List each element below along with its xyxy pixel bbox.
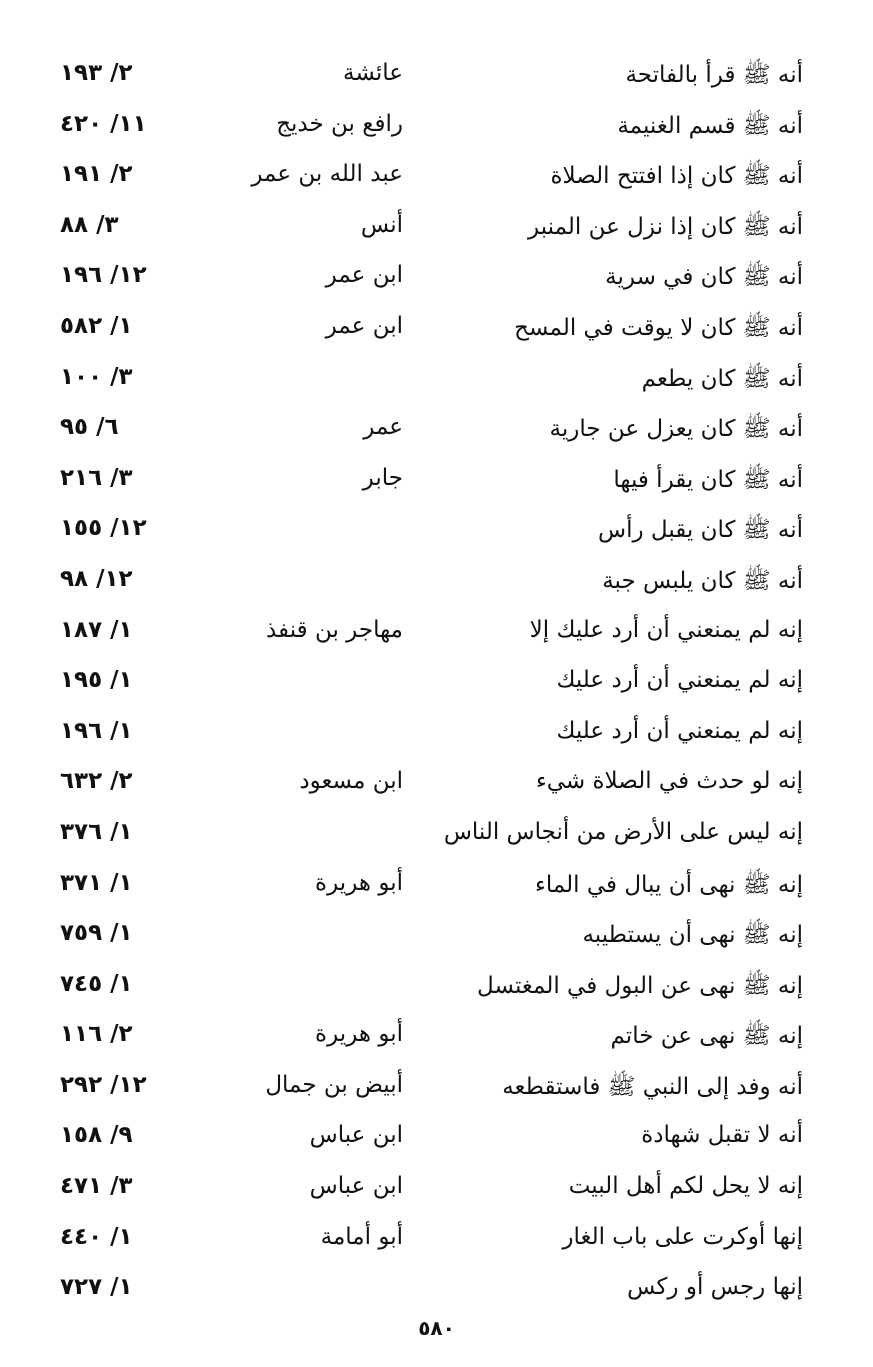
hadith-phrase: إنها رجس أو ركس: [627, 1274, 803, 1301]
narrator-name: عبد الله بن عمر: [251, 161, 403, 188]
hadith-phrase: إنه ﷺ نهى عن البول في المغتسل: [477, 972, 803, 999]
volume-page-reference: ١/ ٣٧١: [60, 869, 133, 896]
index-entry: [0, 862, 873, 913]
index-entry: [0, 204, 873, 255]
volume-page-reference: ١١/ ٤٢٠: [60, 110, 147, 137]
volume-page-reference: ٢/ ٦٣٢: [60, 768, 133, 795]
volume-page-reference: ١/ ١٨٧: [60, 616, 133, 643]
index-entry: [0, 1165, 873, 1216]
volume-page-reference: ١٢/ ١٥٥: [60, 515, 147, 542]
index-entry: [0, 254, 873, 305]
volume-page-reference: ٩/ ١٥٨: [60, 1122, 133, 1149]
hadith-phrase: إنه ﷺ نهى أن يبال في الماء: [535, 871, 803, 898]
index-list: [0, 52, 873, 1317]
volume-page-reference: ١/ ١٩٥: [60, 667, 133, 694]
narrator-name: مهاجر بن قنفذ: [265, 616, 403, 643]
index-entry: [0, 153, 873, 204]
volume-page-reference: ٣/ ٢١٦: [60, 464, 133, 491]
hadith-phrase: إنه لم يمنعني أن أرد عليك: [556, 667, 803, 694]
page-number: ٥٨٠: [418, 1316, 455, 1340]
hadith-phrase: أنه ﷺ كان يلبس جبة: [602, 567, 803, 594]
index-entry: [0, 609, 873, 660]
index-entry: [0, 1266, 873, 1317]
volume-page-reference: ١/ ٤٤٠: [60, 1223, 133, 1250]
hadith-phrase: أنه ﷺ كان يقبل رأس: [598, 517, 803, 544]
index-entry: [0, 1216, 873, 1267]
narrator-name: ابن مسعود: [299, 768, 403, 795]
hadith-phrase: أنه ﷺ كان في سرية: [605, 264, 803, 291]
volume-page-reference: ١/ ١٩٦: [60, 717, 133, 744]
narrator-name: ابن عمر: [325, 262, 403, 289]
volume-page-reference: ٦/ ٩٥: [60, 414, 119, 441]
hadith-phrase: إنها أوكرت على باب الغار: [562, 1223, 803, 1250]
volume-page-reference: ١/ ٧٤٥: [60, 970, 133, 997]
narrator-name: ابن عباس: [309, 1122, 403, 1149]
index-entry: [0, 811, 873, 862]
volume-page-reference: ١/ ٣٧٦: [60, 818, 133, 845]
hadith-phrase: إنه لا يحل لكم أهل البيت: [568, 1173, 803, 1200]
volume-page-reference: ١/ ٧٥٩: [60, 920, 133, 947]
hadith-phrase: أنه ﷺ كان يعزل عن جارية: [549, 416, 803, 443]
index-entry: [0, 356, 873, 407]
narrator-name: جابر: [362, 464, 403, 491]
index-entry: [0, 912, 873, 963]
index-entry: [0, 760, 873, 811]
volume-page-reference: ٢/ ١٩١: [60, 161, 133, 188]
volume-page-reference: ٣/ ١٠٠: [60, 363, 133, 390]
narrator-name: ابن عمر: [325, 312, 403, 339]
hadith-phrase: أنه لا تقبل شهادة: [641, 1122, 803, 1149]
index-entry: [0, 1013, 873, 1064]
volume-page-reference: ٢/ ١١٦: [60, 1021, 133, 1048]
volume-page-reference: ٣/ ٨٨: [60, 211, 119, 238]
narrator-name: عمر: [363, 414, 403, 441]
hadith-phrase: أنه ﷺ كان إذا نزل عن المنبر: [528, 213, 803, 240]
volume-page-reference: ١/ ٧٢٧: [60, 1274, 133, 1301]
narrator-name: أبو هريرة: [315, 869, 403, 896]
hadith-phrase: إنه ليس على الأرض من أنجاس الناس: [443, 818, 803, 845]
index-entry: [0, 659, 873, 710]
index-entry: [0, 1114, 873, 1165]
index-entry: [0, 52, 873, 103]
narrator-name: رافع بن خديج: [276, 110, 403, 137]
volume-page-reference: ١/ ٥٨٢: [60, 312, 133, 339]
index-entry: [0, 507, 873, 558]
hadith-phrase: أنه ﷺ كان يطعم: [641, 365, 803, 392]
index-entry: [0, 1064, 873, 1115]
hadith-phrase: أنه وفد إلى النبي ﷺ فاستقطعه: [502, 1073, 803, 1100]
volume-page-reference: ٣/ ٤٧١: [60, 1173, 133, 1200]
narrator-name: أبو أمامة: [320, 1223, 403, 1250]
volume-page-reference: ١٢/ ١٩٦: [60, 262, 147, 289]
index-entry: [0, 558, 873, 609]
hadith-phrase: إنه لم يمنعني أن أرد عليك إلا: [529, 616, 803, 643]
hadith-phrase: أنه ﷺ كان إذا افتتح الصلاة: [550, 163, 803, 190]
index-entry: [0, 710, 873, 761]
narrator-name: عائشة: [343, 60, 403, 86]
hadith-phrase: إنه لو حدث في الصلاة شيء: [535, 768, 803, 795]
volume-page-reference: ٢/ ١٩٣: [60, 60, 133, 86]
index-entry: [0, 103, 873, 154]
hadith-phrase: إنه لم يمنعني أن أرد عليك: [556, 717, 803, 744]
narrator-name: أنس: [360, 211, 403, 238]
hadith-phrase: إنه ﷺ نهى أن يستطيبه: [582, 922, 803, 949]
index-entry: [0, 457, 873, 508]
index-entry: [0, 406, 873, 457]
volume-page-reference: ١٢/ ٩٨: [60, 565, 133, 592]
hadith-phrase: أنه ﷺ كان لا يوقت في المسح: [514, 314, 803, 341]
narrator-name: أبو هريرة: [315, 1021, 403, 1048]
narrator-name: أبيض بن جمال: [265, 1071, 403, 1098]
hadith-phrase: إنه ﷺ نهى عن خاتم: [610, 1023, 803, 1050]
hadith-phrase: أنه ﷺ كان يقرأ فيها: [613, 466, 803, 493]
volume-page-reference: ١٢/ ٢٩٢: [60, 1071, 147, 1098]
hadith-phrase: أنه ﷺ قرأ بالفاتحة: [625, 62, 803, 88]
index-entry: [0, 963, 873, 1014]
narrator-name: ابن عباس: [309, 1173, 403, 1200]
hadith-phrase: أنه ﷺ قسم الغنيمة: [617, 112, 803, 139]
index-entry: [0, 305, 873, 356]
